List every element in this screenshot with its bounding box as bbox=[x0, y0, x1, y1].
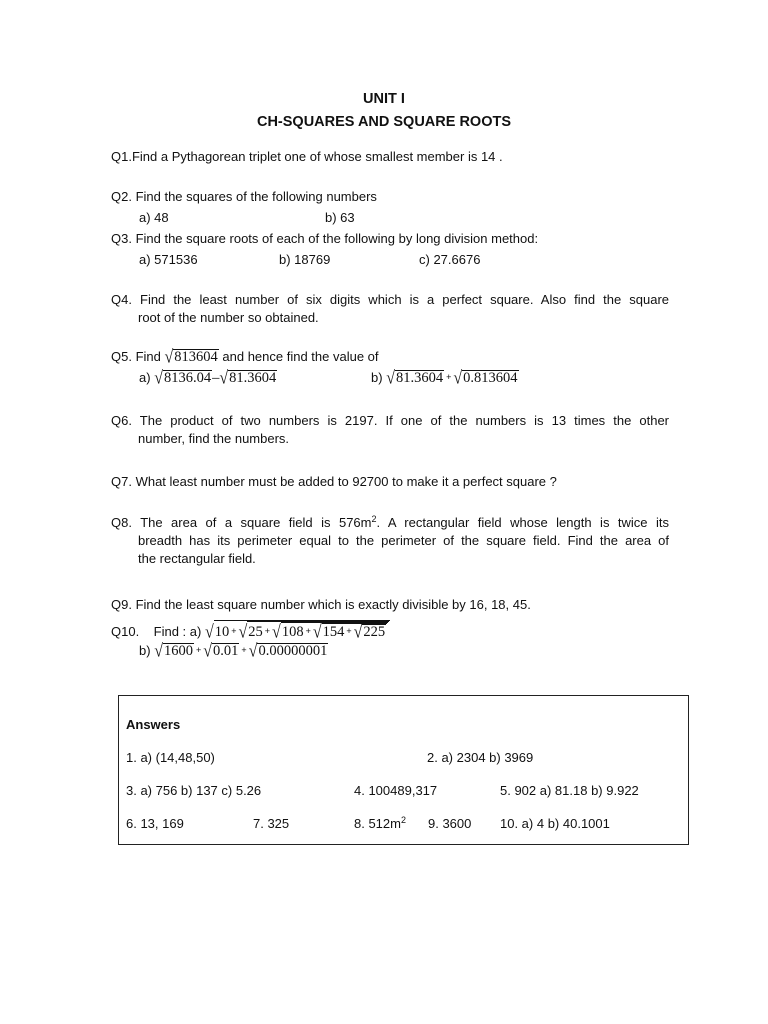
answer-3: 3. a) 756 b) 137 c) 5.26 bbox=[126, 783, 262, 798]
question-10-find: Find : a) bbox=[153, 624, 202, 639]
question-10-label: Q10. bbox=[111, 624, 140, 639]
plus-operator: + bbox=[346, 626, 352, 636]
radicand: 8136.04 bbox=[163, 370, 212, 386]
answer-10: 10. a) 4 b) 40.1001 bbox=[500, 816, 610, 831]
sqrt-expression: √81.3604 bbox=[386, 368, 444, 389]
question-5-option-b bbox=[371, 370, 519, 388]
question-2-option-a: a) 48 bbox=[139, 210, 169, 225]
question-8-line-2: breadth has its perimeter equal to the perimeter of the square field. Find the area of bbox=[138, 533, 669, 548]
question-6-line-2: number, find the numbers. bbox=[138, 431, 290, 446]
plus-operator: + bbox=[231, 626, 237, 636]
term: 25 bbox=[248, 624, 263, 640]
question-8 bbox=[111, 515, 669, 566]
question-8-line-1 bbox=[111, 515, 669, 530]
question-4-line-1: Q4. Find the least number of six digits which is a perfect square. Also find the square bbox=[111, 292, 669, 307]
question-3-option-a: a) 571536 bbox=[139, 252, 198, 267]
question-10-option-b bbox=[139, 643, 328, 661]
radicand: 1600 bbox=[163, 643, 193, 659]
plus-operator: + bbox=[241, 645, 247, 655]
sqrt-expression: √8136.04 bbox=[154, 368, 212, 389]
sqrt-expression: √813604 bbox=[164, 347, 218, 368]
sqrt-expression: √0.00000001 bbox=[248, 641, 328, 662]
answer-8 bbox=[354, 816, 406, 831]
sqrt-expression: √0.01 bbox=[203, 641, 239, 662]
answers-box bbox=[118, 695, 689, 845]
unit-title: UNIT I bbox=[363, 91, 405, 107]
radicand: 0.01 bbox=[213, 643, 239, 659]
superscript: 2 bbox=[371, 514, 377, 524]
nested-sqrt-expression: √10 + √25 + √108 + √154 + √225 bbox=[205, 620, 390, 642]
question-10 bbox=[111, 620, 390, 642]
question-7: Q7. What least number must be added to 92700 to make it a perfect square ? bbox=[111, 474, 557, 489]
radicand: 0.00000001 bbox=[258, 643, 328, 659]
answer-7: 7. 325 bbox=[253, 816, 290, 831]
plus-operator: + bbox=[264, 626, 271, 636]
answer-1: 1. a) (14,48,50) bbox=[126, 750, 215, 765]
radicand: 813604 bbox=[174, 349, 218, 365]
question-8-line-3: the rectangular field. bbox=[138, 551, 256, 566]
plus-operator: + bbox=[305, 626, 311, 636]
line-text: Q8. The area of a square field is 576m bbox=[111, 515, 372, 530]
sqrt-expression: √1600 bbox=[154, 641, 193, 662]
option-label: b) bbox=[371, 370, 383, 385]
sqrt-expression: √81.3604 bbox=[219, 368, 277, 389]
chapter-title: CH-SQUARES AND SQUARE ROOTS bbox=[256, 114, 512, 130]
superscript: 2 bbox=[400, 815, 406, 825]
question-2: Q2. Find the squares of the following numbers bbox=[111, 189, 377, 204]
term: 225 bbox=[363, 624, 386, 640]
term: 108 bbox=[281, 624, 304, 640]
answer-4: 4. 100489,317 bbox=[354, 783, 438, 798]
plus-operator: + bbox=[446, 372, 452, 382]
answer-8-text: 8. 512m bbox=[354, 816, 401, 831]
term: 154 bbox=[322, 624, 345, 640]
line-text: . A rectangular field whose length is twice its bbox=[376, 515, 670, 530]
question-5-prefix: Q5. Find bbox=[111, 349, 161, 364]
question-5 bbox=[111, 349, 379, 367]
question-5-option-a bbox=[139, 370, 277, 388]
minus-operator: – bbox=[212, 370, 220, 386]
answer-6: 6. 13, 169 bbox=[126, 816, 184, 831]
option-label: b) bbox=[139, 643, 151, 658]
answer-5: 5. 902 a) 81.18 b) 9.922 bbox=[500, 783, 639, 798]
question-6 bbox=[111, 413, 669, 446]
plus-operator: + bbox=[195, 645, 202, 655]
answers-heading: Answers bbox=[126, 717, 181, 732]
sqrt-expression: √0.813604 bbox=[453, 368, 518, 389]
question-1: Q1.Find a Pythagorean triplet one of whose smallest member is 14 . bbox=[111, 149, 503, 164]
term: 10 bbox=[214, 624, 230, 640]
question-2-option-b: b) 63 bbox=[325, 210, 355, 225]
option-label: a) bbox=[139, 370, 151, 385]
question-3: Q3. Find the square roots of each of the following by long division method: bbox=[111, 231, 539, 246]
radicand: 0.813604 bbox=[463, 370, 518, 386]
question-6-line-1: Q6. The product of two numbers is 2197. If one of the numbers is 13 times the other bbox=[111, 413, 669, 428]
question-4-line-2: root of the number so obtained. bbox=[138, 310, 319, 325]
question-4 bbox=[111, 292, 669, 325]
answer-2: 2. a) 2304 b) 3969 bbox=[427, 750, 534, 765]
question-5-suffix: and hence find the value of bbox=[222, 349, 379, 364]
question-3-option-b: b) 18769 bbox=[279, 252, 331, 267]
radicand: 81.3604 bbox=[229, 370, 277, 386]
radicand: 81.3604 bbox=[395, 370, 444, 386]
question-3-option-c: c) 27.6676 bbox=[419, 252, 481, 267]
answer-9: 9. 3600 bbox=[428, 816, 472, 831]
question-9: Q9. Find the least square number which is exactly divisible by 16, 18, 45. bbox=[111, 597, 531, 612]
